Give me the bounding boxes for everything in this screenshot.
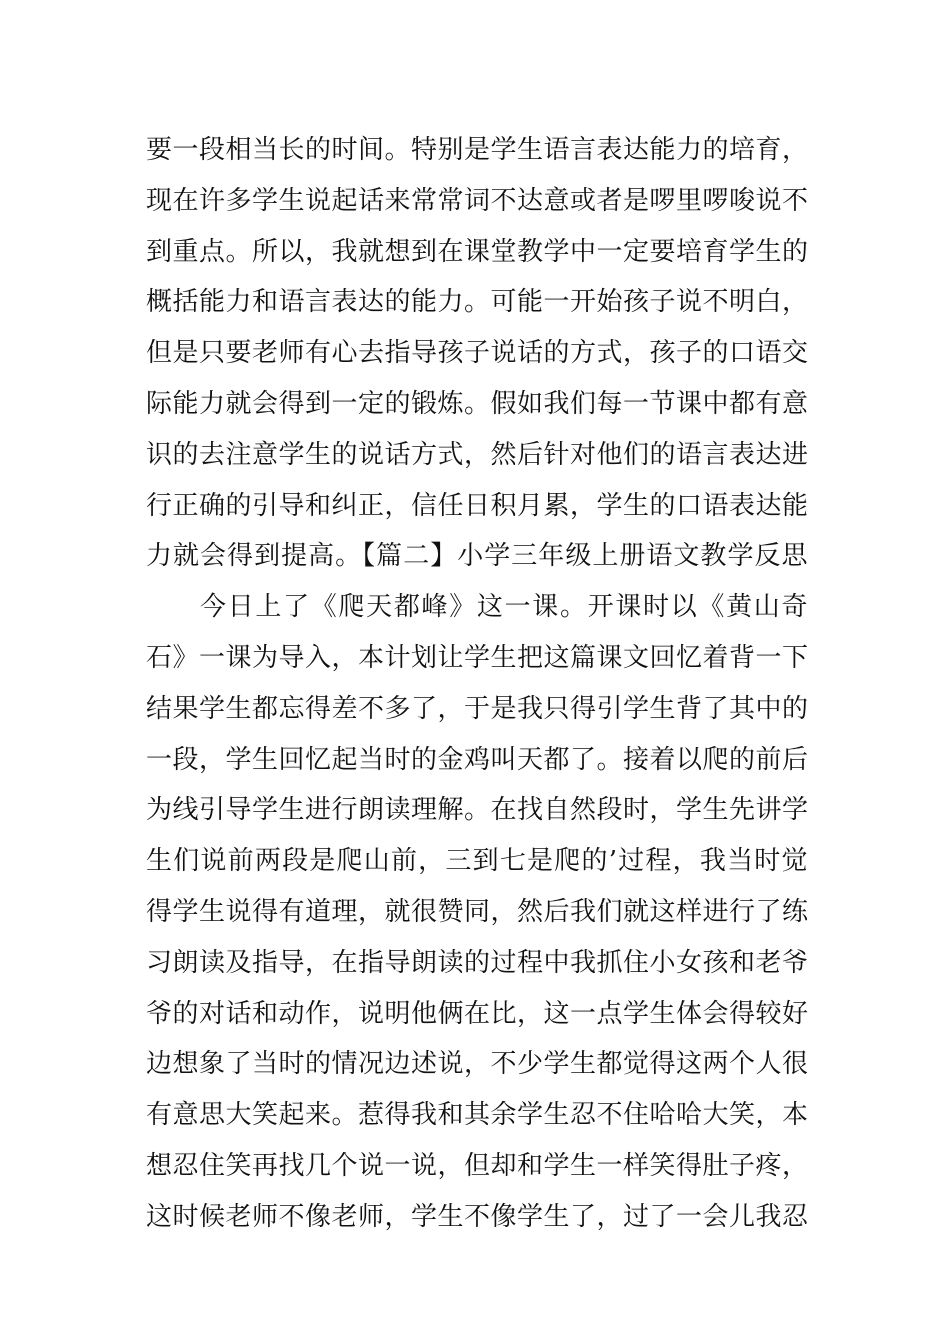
text-line: 要一段相当长的时间。特别是学生语言表达能力的培育， [146,135,809,165]
text-line: 石》一课为导入，本计划让学生把这篇课文回忆着背一下 [146,642,809,673]
text-line: 一段，学生回忆起当时的金鸡叫天都了。接着以爬的前后 [146,744,809,775]
text-line: 为线引导学生进行朗读理解。在找自然段时，学生先讲学 [146,795,809,826]
text-line: 得学生说得有道理，就很赞同，然后我们就这样进行了练 [146,896,809,927]
text-line: 有意思大笑起来。惹得我和其余学生忍不住哈哈大笑，本 [146,1100,809,1131]
text-line: 际能力就会得到一定的锻炼。假如我们每一节课中都有意 [146,388,809,419]
text-line: 这时候老师不像老师，学生不像学生了，过了一会儿我忍 [146,1201,809,1232]
text-line: 行正确的引导和纠正，信任日积月累，学生的口语表达能 [146,490,809,521]
text-line: 结果学生都忘得差不多了，于是我只得引学生背了其中的 [146,693,809,724]
text-line: 习朗读及指导，在指导朗读的过程中我抓住小女孩和老爷 [146,947,809,978]
text-line: 生们说前两段是爬山前，三到七是爬的’过程，我当时觉 [146,846,808,877]
text-line: 现在许多学生说起话来常常词不达意或者是啰里啰唆说不 [146,185,809,216]
text-line: 到重点。所以，我就想到在课堂教学中一定要培育学生的 [146,236,809,267]
text-line: 爷的对话和动作，说明他俩在比，这一点学生体会得较好 [146,998,809,1029]
body-text [146,125,808,1243]
text-line: 但是只要老师有心去指导孩子说话的方式，孩子的口语交 [146,338,809,369]
text-line: 识的去注意学生的说话方式，然后针对他们的语言表达进 [146,439,809,470]
text-line: 概括能力和语言表达的能力。可能一开始孩子说不明白， [146,287,809,318]
text-line: 边想象了当时的情况边述说，不少学生都觉得这两个人很 [146,1049,809,1080]
text-line: 力就会得到提高。【篇二】小学三年级上册语文教学反思 [146,541,808,572]
paragraph-first-line: 今日上了《爬天都峰》这一课。开课时以《黄山奇 [200,592,808,623]
text-line: 想忍住笑再找几个说一说，但却和学生一样笑得肚子疼， [146,1150,809,1181]
